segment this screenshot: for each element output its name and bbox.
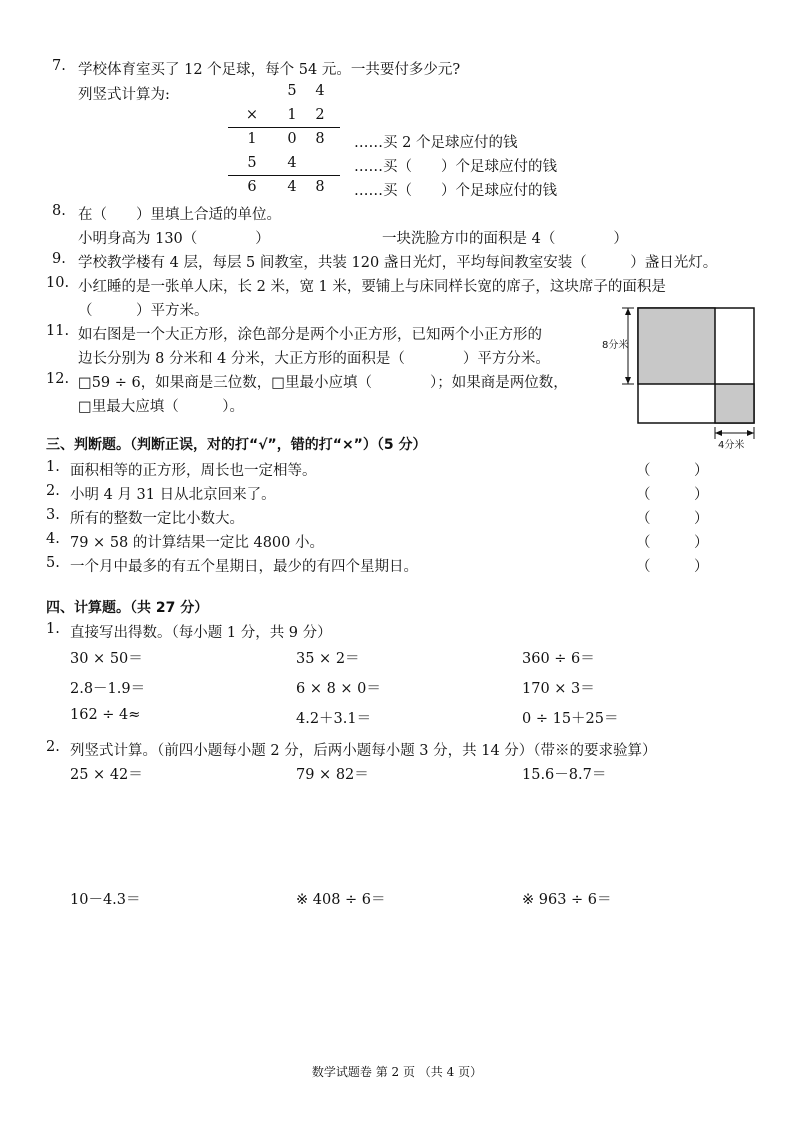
calc-item: 4.2＋3.1＝ [296,711,372,727]
calc-item: 15.6－8.7＝ [522,767,607,783]
q10-text: 小红睡的是一张单人床，长 2 米，宽 1 米，要铺上与床同样长宽的席子，这块席子的面积是 [78,279,666,295]
judge-text: 面积相等的正方形，周长也一定相等。 [70,463,317,479]
shaded-square-4 [715,384,754,423]
digit: 4 [287,179,297,195]
digit: 0 [287,131,297,147]
q7-sub: 列竖式计算为: [78,87,170,103]
digit: 1 [247,131,257,147]
q10-number: 10. [46,275,70,291]
part2-number: 2. [46,739,60,755]
judge-number: 3. [46,507,60,523]
calc-item: 2.8－1.9＝ [70,681,146,697]
judge-text: 小明 4 月 31 日从北京回来了。 [70,487,276,503]
part1-text: 直接写出得数。（每小题 1 分，共 9 分） [70,625,332,641]
q9-text: 学校教学楼有 4 层，每层 5 间教室，共装 120 盏日光灯，平均每间教室安装（ ）盏日光灯。 [78,255,718,271]
q8-number: 8. [52,203,66,219]
judge-answer-blank[interactable]: （ ） [636,511,709,527]
digit: 5 [287,83,297,99]
judge-answer-blank[interactable]: （ ） [636,487,709,503]
calc-item: 360 ÷ 6＝ [522,651,595,667]
q11-text2: 边长分别为 8 分米和 4 分米，大正方形的面积是（ ）平方分米。 [78,351,550,367]
q8-a: 小明身高为 130（ ） [78,231,270,247]
judge-text: 79 × 58 的计算结果一定比 4800 小。 [70,535,324,551]
label-8: 8分米 [602,340,629,351]
digit: 2 [315,107,325,123]
calc-item: ※ 963 ÷ 6＝ [522,892,612,908]
digit: 4 [315,83,325,99]
digit: 1 [287,107,297,123]
calc-item: 0 ÷ 15＋25＝ [522,711,619,727]
judge-text: 所有的整数一定比小数大。 [70,511,244,527]
calc-item: 79 × 82＝ [296,767,369,783]
q12-text: □59 ÷ 6，如果商是三位数，□里最小应填（ ）；如果商是两位数， [78,375,568,391]
calc-line [228,175,340,176]
calc-note: ……买 2 个足球应付的钱 [354,135,518,151]
digit: 8 [315,131,325,147]
calc-item: 25 × 42＝ [70,767,143,783]
section4-title: 四、计算题。（共 27 分） [46,600,209,616]
page-footer: 数学试题卷 第 2 页 （共 4 页） [311,1065,483,1079]
calc-item: ※ 408 ÷ 6＝ [296,892,386,908]
judge-number: 2. [46,483,60,499]
q9-number: 9. [52,251,66,267]
part1-number: 1. [46,621,60,637]
digit: 6 [247,179,257,195]
q7-number: 7. [52,58,66,74]
calc-item: 170 × 3＝ [522,681,595,697]
square-figure [600,300,770,460]
judge-number: 5. [46,555,60,571]
calc-line [228,127,340,128]
label-4: 4分米 [718,440,745,451]
times-sign: × [245,107,259,123]
section3-title: 三、判断题。（判断正误，对的打“√”，错的打“×”）（5 分） [46,437,427,453]
digit: 4 [287,155,297,171]
digit: 8 [315,179,325,195]
judge-number: 1. [46,459,60,475]
calc-item: 162 ÷ 4≈ [70,707,141,723]
calc-item: 10－4.3＝ [70,892,141,908]
q11-number: 11. [46,323,70,339]
calc-item: 30 × 50＝ [70,651,143,667]
judge-answer-blank[interactable]: （ ） [636,535,709,551]
judge-answer-blank[interactable]: （ ） [636,559,709,575]
calc-note: ……买（ ）个足球应付的钱 [354,159,557,175]
q12-text2: □里最大应填（ ）。 [78,399,244,415]
q7-text: 学校体育室买了 12 个足球，每个 54 元。一共要付多少元? [78,62,461,78]
shaded-square-8 [638,308,715,384]
q8-b: 一块洗脸方巾的面积是 4（ ） [382,231,628,247]
q10-text2: （ ）平方米。 [78,303,209,319]
calc-item: 35 × 2＝ [296,651,360,667]
q11-text: 如右图是一个大正方形，涂色部分是两个小正方形，已知两个小正方形的 [78,327,542,343]
part2-text: 列竖式计算。（前四小题每小题 2 分，后两小题每小题 3 分，共 14 分）（带※的要求验算） [70,743,657,759]
q8-text: 在（ ）里填上合适的单位。 [78,207,281,223]
calc-item: 6 × 8 × 0＝ [296,681,381,697]
q12-number: 12. [46,371,70,387]
judge-answer-blank[interactable]: （ ） [636,463,709,479]
calc-note: ……买（ ）个足球应付的钱 [354,183,557,199]
judge-text: 一个月中最多的有五个星期日，最少的有四个星期日。 [70,559,418,575]
digit: 5 [247,155,257,171]
judge-number: 4. [46,531,60,547]
